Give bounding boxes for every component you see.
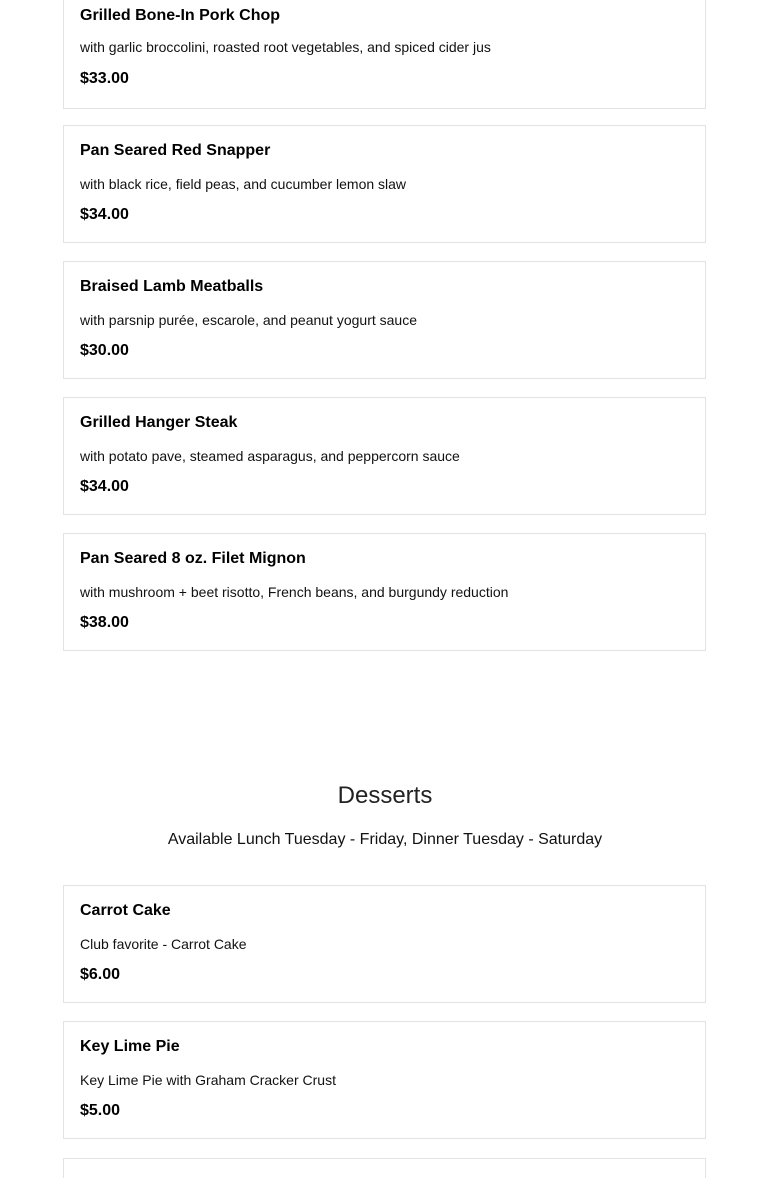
menu-item-price: $34.00: [80, 206, 129, 223]
menu-item-price: $33.00: [80, 70, 129, 87]
menu-item-card: [63, 397, 706, 515]
menu-item-name: Pan Seared Red Snapper: [80, 142, 271, 159]
menu-item-price: $5.00: [80, 1102, 121, 1119]
menu-item-card-partial: [63, 1158, 706, 1178]
menu-item-description: with mushroom + beet risotto, French beans, and burgundy reduction: [80, 584, 509, 600]
menu-item-name: Grilled Bone-In Pork Chop: [80, 7, 281, 24]
menu-item-name: Carrot Cake: [80, 902, 171, 919]
menu-item-description: with black rice, field peas, and cucumber lemon slaw: [80, 176, 407, 192]
menu-item-card: [63, 125, 706, 243]
menu-item-card: [63, 0, 706, 109]
menu-item-description: with garlic broccolini, roasted root vegetables, and spiced cider jus: [80, 39, 491, 55]
menu-item-name: Pan Seared 8 oz. Filet Mignon: [80, 550, 306, 567]
menu-item-description: Club favorite - Carrot Cake: [80, 936, 247, 952]
menu-item-card: [63, 261, 706, 379]
menu-item-name: Grilled Hanger Steak: [80, 414, 238, 431]
menu-item-price: $30.00: [80, 342, 129, 359]
menu-item-card: [63, 533, 706, 651]
menu-item-description: with parsnip purée, escarole, and peanut yogurt sauce: [80, 312, 417, 328]
menu-item-description: with potato pave, steamed asparagus, and peppercorn sauce: [80, 448, 460, 464]
menu-item-description: Key Lime Pie with Graham Cracker Crust: [80, 1072, 336, 1088]
section-subtitle: Available Lunch Tuesday - Friday, Dinner Tuesday - Saturday: [167, 831, 603, 848]
menu-item-price: $6.00: [80, 966, 121, 983]
menu-item-price: $38.00: [80, 614, 129, 631]
section-title: Desserts: [337, 782, 433, 809]
menu-item-name: Braised Lamb Meatballs: [80, 278, 264, 295]
menu-item-card: [63, 1021, 706, 1139]
menu-item-price: $34.00: [80, 478, 129, 495]
menu-item-card: [63, 885, 706, 1003]
menu-item-name: Key Lime Pie: [80, 1038, 180, 1055]
